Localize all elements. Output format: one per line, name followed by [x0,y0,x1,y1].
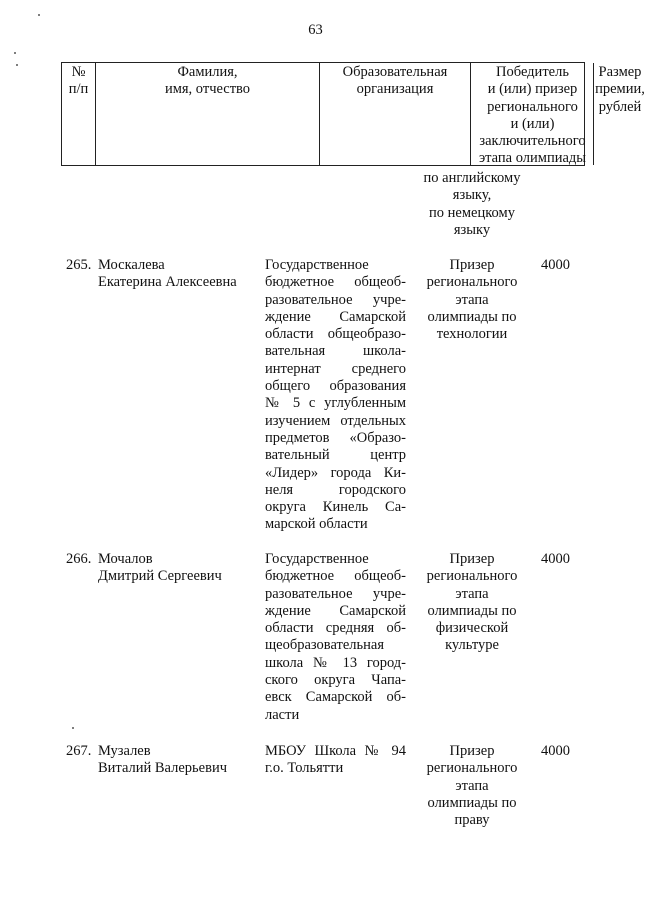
row-number: 267. [66,743,92,759]
header-col-award: Победитель и (или) призер регионального и (или) заключительного этапа олимпиады [478,64,587,167]
row-prize: 4000 [541,743,570,759]
page-number: 63 [308,22,323,38]
row-award: Призер регионального этапа олимпиады по праву [426,743,518,829]
header-col-name: Фамилия, имя, отчество [164,64,251,98]
scan-speck [16,64,18,66]
award-continuation: по английскому языку, по немецкому языку [423,170,521,238]
row-name: Музалев Виталий Валерьевич [98,743,227,777]
scan-speck [14,52,16,54]
scan-speck [38,14,40,16]
row-prize: 4000 [541,257,570,273]
scan-speck [72,727,74,729]
row-organization: Государственное бюджетное общеоб- разовательное учре- ждение Самарской области общеобразо- вательная школа- интернат среднего общего образования № 5 с углубленным изучением отдельных предметов «Образо- вательный центр «Лидер» города Ки- неля городского округа Кинель Са- марской области [265,257,406,533]
row-number: 265. [66,257,92,273]
row-name: Мочалов Дмитрий Сергеевич [98,551,222,585]
header-col-number: № п/п [68,64,89,98]
header-col-prize: Размер премии, рублей [595,64,645,115]
row-name: Москалева Екатерина Алексеевна [98,257,237,291]
row-organization: Государственное бюджетное общеоб- разовательное учре- ждение Самарской области средняя об- щеобразовательная школа № 13 город- ского округа Чапа- евск Самарской об- ласти [265,551,406,723]
row-prize: 4000 [541,551,570,567]
row-award: Призер регионального этапа олимпиады по физической культуре [426,551,518,654]
header-col-organization: Образовательная организация [342,64,448,98]
row-organization: МБОУ Школа № 94 г.о. Тольятти [265,743,406,777]
table-header [61,62,645,167]
row-number: 266. [66,551,92,567]
row-award: Призер регионального этапа олимпиады по технологии [426,257,518,343]
